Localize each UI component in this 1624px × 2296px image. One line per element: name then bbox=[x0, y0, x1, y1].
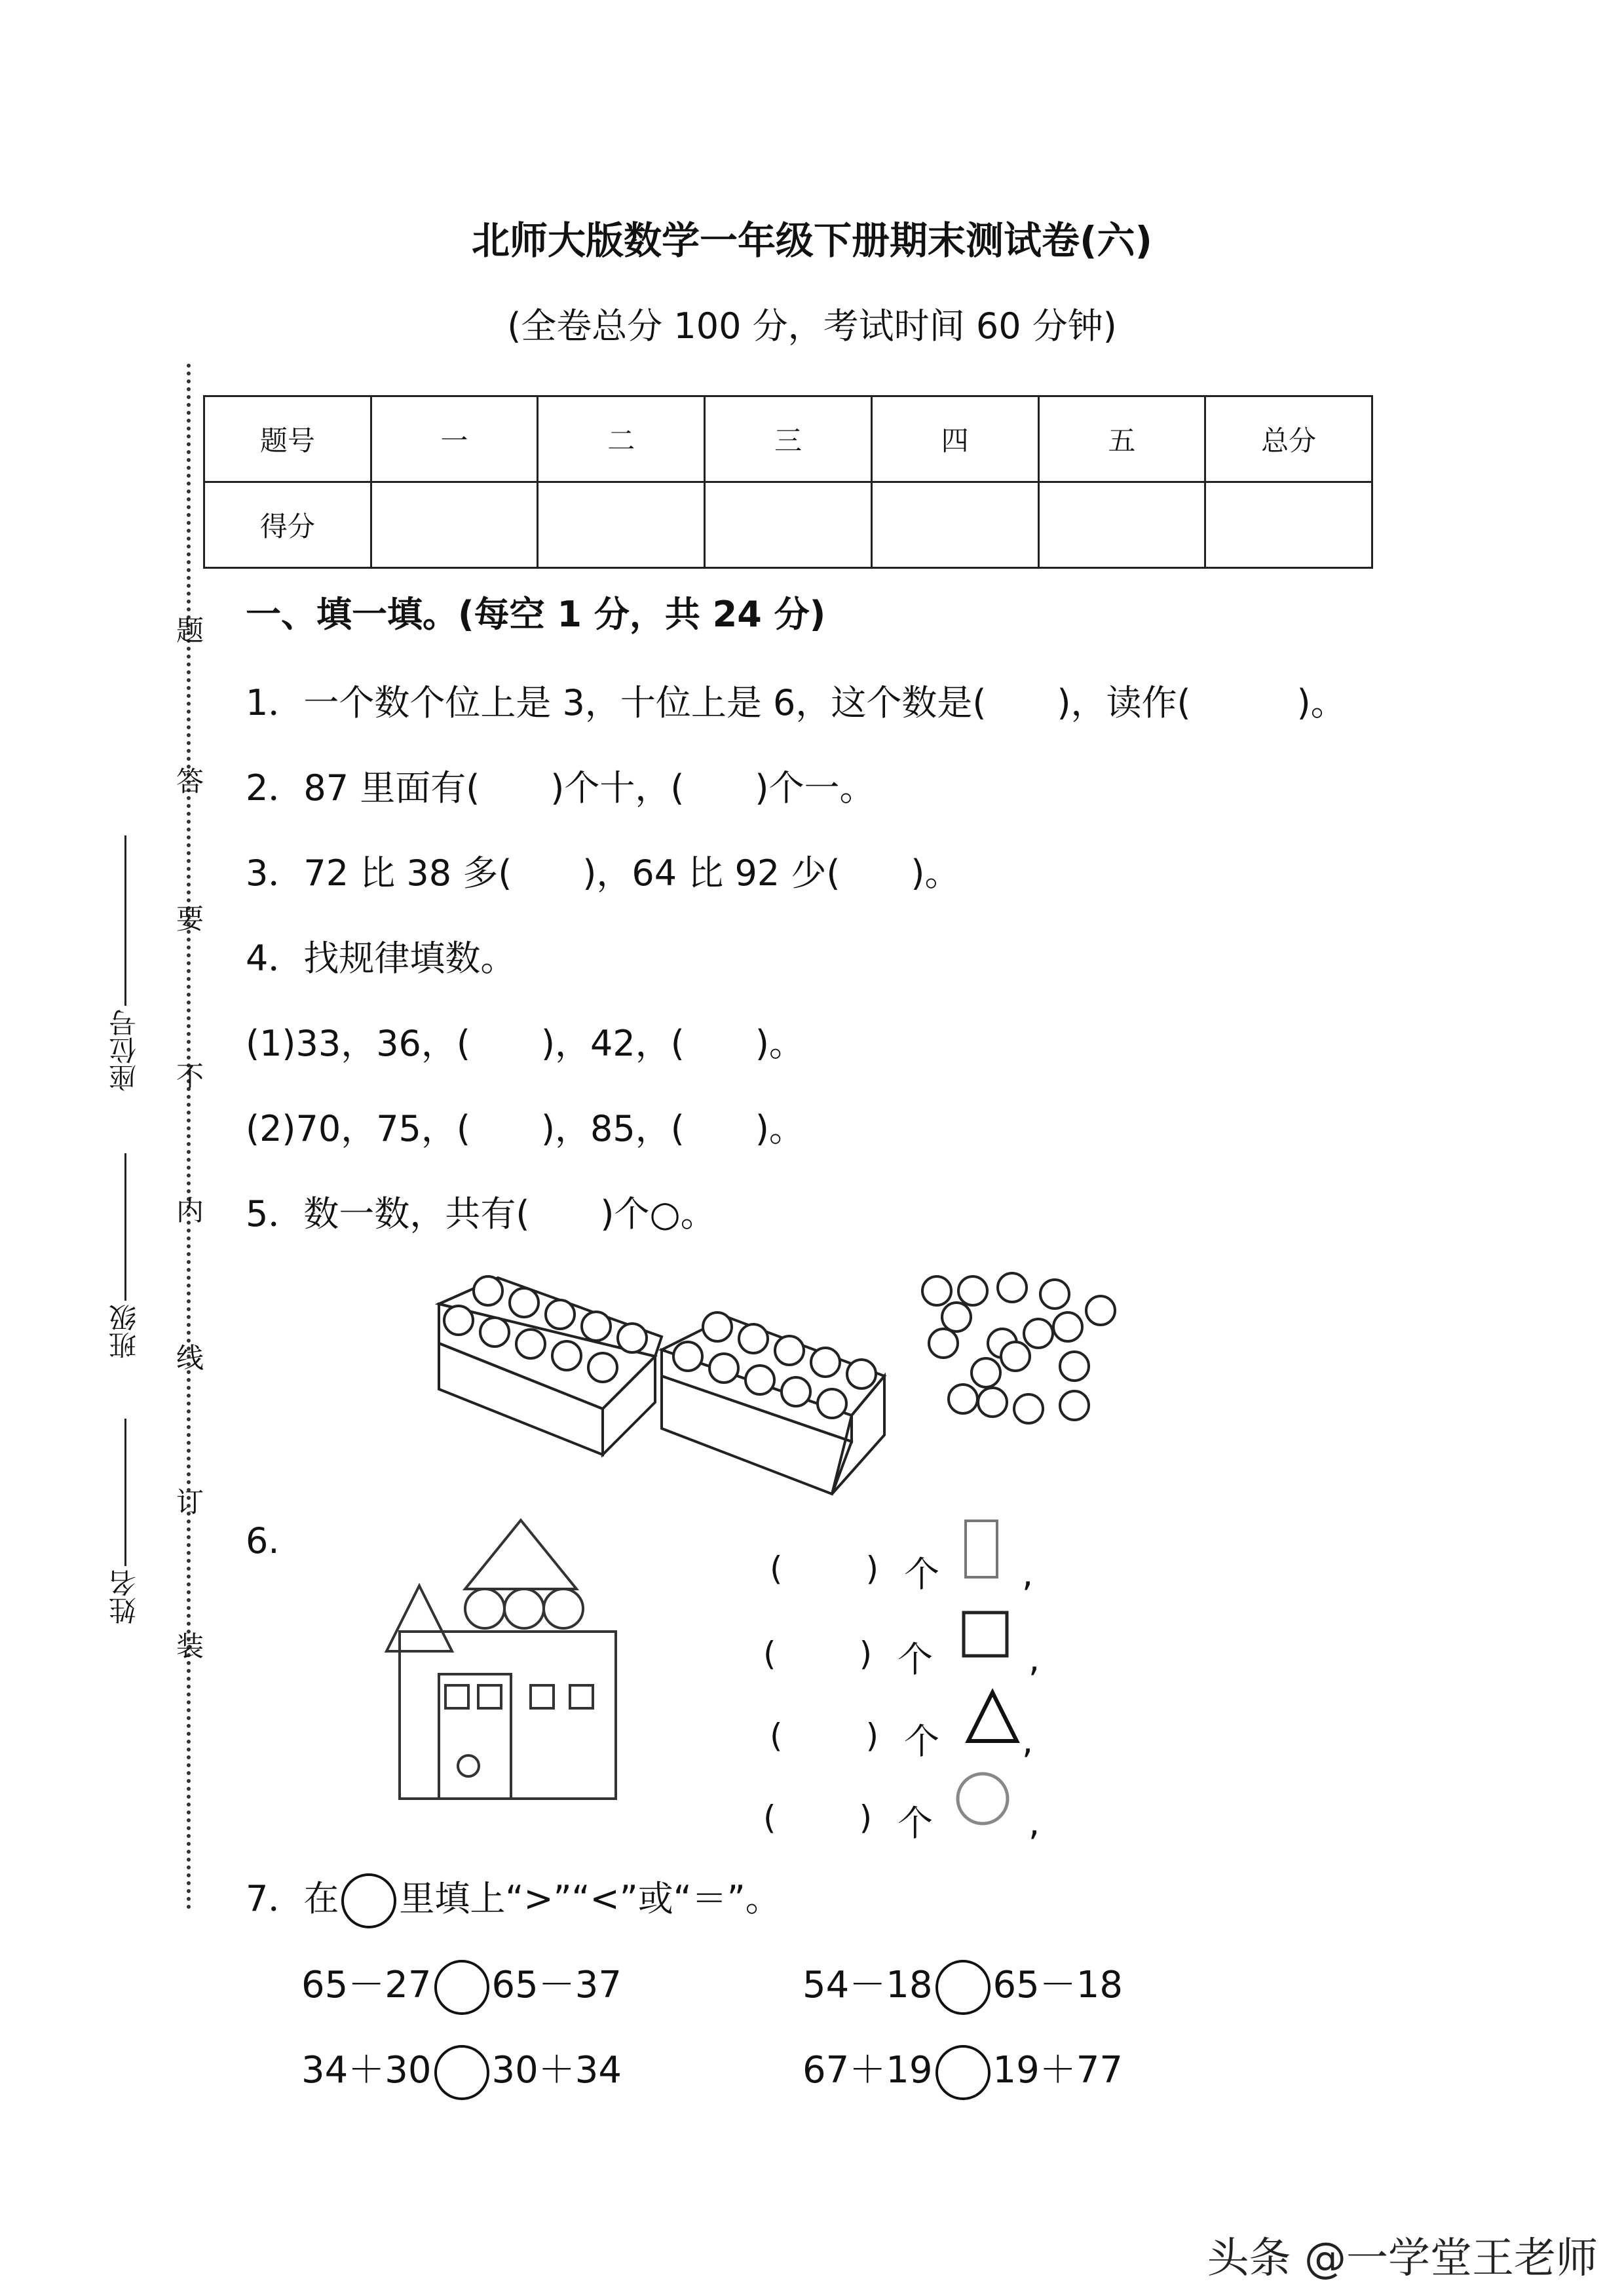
ball-icon bbox=[1014, 1394, 1043, 1423]
seal-char: 要 bbox=[176, 903, 204, 935]
compare-circle-icon bbox=[341, 1873, 396, 1928]
ball-icon bbox=[818, 1389, 846, 1418]
compare-circle-blank[interactable] bbox=[434, 1960, 489, 2015]
comma: , bbox=[1029, 1638, 1040, 1679]
score-cell[interactable] bbox=[1038, 482, 1205, 568]
compare-right: 19＋77 bbox=[992, 2049, 1124, 2092]
ball-icon bbox=[949, 1385, 977, 1413]
question-4-2[interactable]: (2)70，75，( )，85，( )。 bbox=[246, 1108, 804, 1149]
question-1[interactable]: 1．一个数个位上是 3，十位上是 6，这个数是( )，读作( )。 bbox=[246, 682, 1346, 723]
compare-circle-blank[interactable] bbox=[935, 2045, 991, 2100]
compare-left: 34＋30 bbox=[301, 2049, 432, 2092]
name-label: 姓名 bbox=[108, 1569, 140, 1624]
binding-dotted-line bbox=[187, 364, 191, 1910]
ball-icon bbox=[510, 1288, 538, 1317]
ball-icon bbox=[922, 1276, 951, 1305]
ball-icon bbox=[444, 1306, 473, 1335]
circle-shape bbox=[465, 1589, 504, 1628]
count-unit: 个 bbox=[897, 1803, 933, 1844]
rectangle-icon bbox=[963, 1517, 1002, 1582]
seat-label: 座位号 bbox=[108, 1009, 140, 1092]
question-7-prefix: 7．在 bbox=[246, 1878, 339, 1919]
ball-icon bbox=[703, 1312, 732, 1341]
count-blank-triangle[interactable]: ( ) bbox=[770, 1717, 879, 1755]
window-square bbox=[531, 1685, 554, 1708]
compare-circle-blank[interactable] bbox=[935, 1960, 991, 2015]
question-2[interactable]: 2．87 里面有( )个十，( )个一。 bbox=[246, 767, 875, 809]
comma: , bbox=[1022, 1720, 1034, 1761]
house-body-rect bbox=[400, 1632, 616, 1799]
ball-icon bbox=[474, 1276, 502, 1305]
circle-shape bbox=[458, 1755, 479, 1776]
compare-left: 54－18 bbox=[803, 1964, 933, 2006]
score-row-label: 得分 bbox=[204, 482, 371, 568]
circle-shape bbox=[544, 1589, 583, 1628]
name-field[interactable] bbox=[124, 1419, 126, 1566]
question-7 bbox=[246, 1871, 781, 1928]
score-header-cell: 总分 bbox=[1205, 396, 1372, 482]
circle-shape bbox=[504, 1589, 544, 1628]
square-icon bbox=[960, 1609, 1012, 1661]
compare-item[interactable] bbox=[803, 1956, 1123, 2015]
score-cell[interactable] bbox=[1205, 482, 1372, 568]
ball-icon bbox=[958, 1276, 987, 1305]
ball-icon bbox=[582, 1312, 611, 1341]
ball-icon bbox=[546, 1300, 575, 1329]
compare-right: 65－37 bbox=[491, 1964, 622, 2006]
ball-icon bbox=[588, 1353, 617, 1382]
count-blank-rectangle[interactable]: ( ) bbox=[770, 1550, 879, 1588]
count-unit: 个 bbox=[904, 1721, 939, 1762]
score-cell[interactable] bbox=[871, 482, 1038, 568]
seal-char: 线 bbox=[176, 1342, 204, 1374]
compare-item[interactable] bbox=[301, 2041, 622, 2100]
compare-circle-blank[interactable] bbox=[434, 2045, 489, 2100]
score-header-cell: 五 bbox=[1038, 396, 1205, 482]
seal-char: 装 bbox=[176, 1630, 204, 1662]
seal-char: 答 bbox=[176, 765, 204, 797]
ball-counting-figure bbox=[426, 1265, 1199, 1507]
class-label: 班级 bbox=[108, 1304, 140, 1359]
score-header-cell: 四 bbox=[871, 396, 1038, 482]
ball-icon bbox=[929, 1329, 958, 1358]
circle-icon bbox=[953, 1769, 1012, 1828]
ball-icon bbox=[1001, 1342, 1030, 1371]
ball-icon bbox=[1060, 1391, 1089, 1420]
score-table bbox=[203, 395, 1373, 569]
ball-icon bbox=[480, 1318, 509, 1347]
score-cell[interactable] bbox=[705, 482, 872, 568]
page-title: 北师大版数学一年级下册期末测试卷(六) bbox=[471, 218, 1153, 263]
ball-icon bbox=[1086, 1296, 1115, 1325]
triangle-shape bbox=[387, 1586, 452, 1651]
count-blank-square[interactable]: ( ) bbox=[763, 1635, 873, 1673]
count-unit: 个 bbox=[904, 1554, 939, 1595]
score-header-cell: 一 bbox=[371, 396, 538, 482]
score-header-cell: 题号 bbox=[204, 396, 371, 482]
count-unit: 个 bbox=[897, 1639, 933, 1680]
ball-icon bbox=[978, 1388, 1007, 1417]
comma: , bbox=[1029, 1802, 1040, 1843]
question-4: 4．找规律填数。 bbox=[246, 938, 516, 979]
ball-icon bbox=[552, 1341, 581, 1370]
score-header-cell: 三 bbox=[705, 396, 872, 482]
ball-icon bbox=[972, 1358, 1000, 1387]
score-header-cell: 二 bbox=[538, 396, 705, 482]
score-table-header-row bbox=[204, 396, 1372, 482]
ball-icon bbox=[618, 1324, 647, 1352]
score-cell[interactable] bbox=[538, 482, 705, 568]
seal-char: 题 bbox=[176, 615, 204, 647]
compare-right: 30＋34 bbox=[491, 2049, 622, 2092]
page-subtitle: (全卷总分 100 分，考试时间 60 分钟) bbox=[507, 305, 1117, 347]
count-blank-circle[interactable]: ( ) bbox=[763, 1799, 873, 1837]
ball-icon bbox=[516, 1330, 545, 1358]
compare-item[interactable] bbox=[301, 1956, 622, 2015]
ball-icon bbox=[782, 1377, 810, 1406]
triangle-shape bbox=[465, 1520, 576, 1589]
seal-char: 内 bbox=[176, 1195, 204, 1227]
section1-heading: 一、填一填。(每空 1 分，共 24 分) bbox=[246, 594, 826, 635]
score-cell[interactable] bbox=[371, 482, 538, 568]
window-square bbox=[445, 1685, 468, 1708]
window-square bbox=[478, 1685, 501, 1708]
ball-icon bbox=[746, 1366, 774, 1394]
compare-item[interactable] bbox=[803, 2041, 1123, 2100]
ball-icon bbox=[811, 1348, 840, 1377]
ball-icon bbox=[1060, 1352, 1089, 1381]
question-3[interactable]: 3．72 比 38 多( )，64 比 92 少( )。 bbox=[246, 852, 960, 894]
ball-icon bbox=[847, 1360, 876, 1388]
house-shapes-figure bbox=[380, 1514, 655, 1815]
compare-right: 65－18 bbox=[992, 1964, 1124, 2006]
ball-icon bbox=[1024, 1319, 1053, 1348]
score-table-score-row bbox=[204, 482, 1372, 568]
ball-icon bbox=[1053, 1312, 1082, 1341]
ball-icon bbox=[1040, 1280, 1069, 1309]
triangle-icon bbox=[963, 1687, 1022, 1746]
question-7-suffix: 里填上“>”“<”或“＝”。 bbox=[399, 1878, 781, 1919]
compare-left: 67＋19 bbox=[803, 2049, 933, 2092]
ball-icon bbox=[942, 1303, 971, 1331]
comma: , bbox=[1022, 1553, 1034, 1594]
ball-icon bbox=[998, 1273, 1027, 1302]
seal-char: 不 bbox=[176, 1060, 204, 1092]
compare-left: 65－27 bbox=[301, 1964, 432, 2006]
ball-icon bbox=[775, 1336, 804, 1365]
watermark: 头条 @一学堂王老师 bbox=[1207, 2234, 1598, 2283]
seal-char: 订 bbox=[176, 1486, 204, 1518]
ball-icon bbox=[709, 1354, 738, 1383]
ball-icon bbox=[739, 1324, 768, 1353]
question-4-1[interactable]: (1)33，36，( )，42，( )。 bbox=[246, 1023, 804, 1064]
seat-field[interactable] bbox=[124, 835, 126, 1006]
question-6: 6. bbox=[246, 1520, 280, 1561]
class-field[interactable] bbox=[124, 1153, 126, 1301]
window-square bbox=[570, 1685, 593, 1708]
question-5[interactable]: 5．数一数，共有( )个○。 bbox=[246, 1193, 716, 1234]
ball-icon bbox=[673, 1342, 702, 1371]
